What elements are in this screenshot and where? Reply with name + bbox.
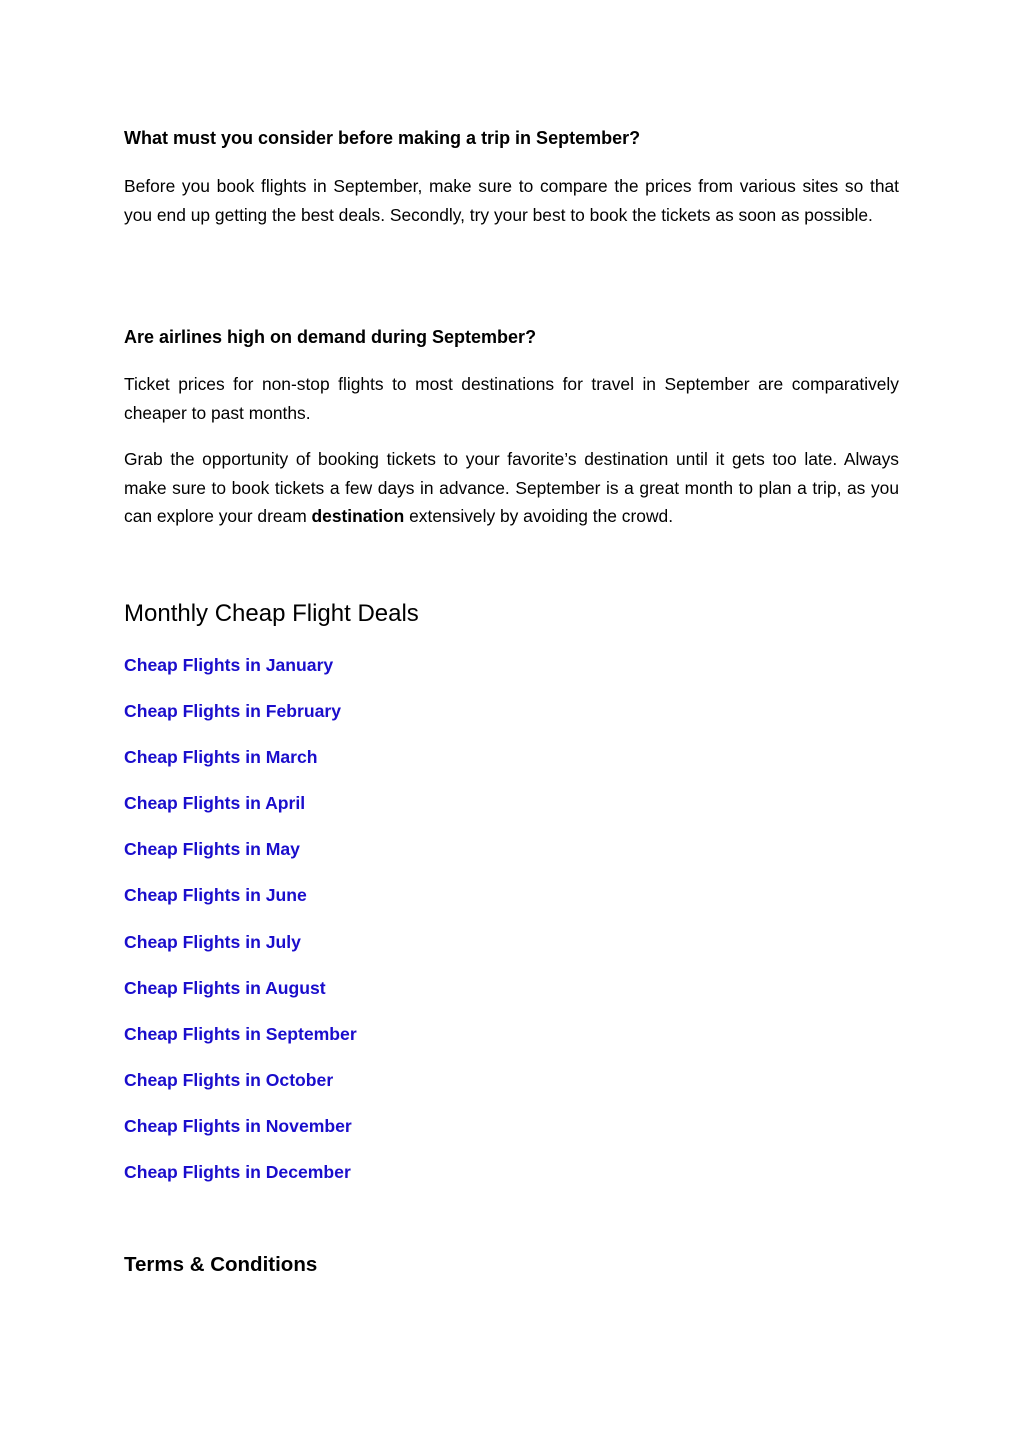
link-july[interactable]: Cheap Flights in July (124, 931, 301, 952)
link-june[interactable]: Cheap Flights in June (124, 885, 307, 906)
list-item (124, 836, 357, 882)
link-march[interactable]: Cheap Flights in March (124, 747, 318, 768)
heading-airline-demand: Are airlines high on demand during September? (124, 327, 537, 347)
link-may[interactable]: Cheap Flights in May (124, 839, 300, 860)
paragraph-opportunity (124, 445, 899, 531)
list-item (124, 1067, 357, 1113)
link-november[interactable]: Cheap Flights in November (124, 1115, 352, 1136)
terms-conditions-title: Terms & Conditions (124, 1253, 318, 1276)
heading-considerations: What must you consider before making a trip in September? (124, 128, 641, 148)
list-item (124, 882, 357, 928)
link-january[interactable]: Cheap Flights in January (124, 655, 334, 675)
list-item (124, 698, 357, 744)
bold-destination-word: destination (311, 506, 405, 527)
link-april[interactable]: Cheap Flights in April (124, 793, 306, 814)
link-august[interactable]: Cheap Flights in August (124, 977, 326, 998)
link-september[interactable]: Cheap Flights in September (124, 1023, 357, 1044)
paragraph-opportunity-tail: extensively by avoiding the crowd. (404, 506, 674, 527)
paragraph-ticket-prices: Ticket prices for non-stop flights to most destinations for travel in September are comparatively cheaper to past months. (124, 374, 899, 423)
list-item (124, 652, 357, 698)
list-item (124, 1113, 357, 1159)
list-item (124, 744, 357, 790)
paragraph-opportunity-text: Grab the opportunity of booking tickets to your favorite’s destination until it gets too late. Always make sure to book tickets a few days in advance. September is a great month to plan a trip, as you can explore your dream (124, 449, 899, 527)
link-december[interactable]: Cheap Flights in December (124, 1162, 351, 1183)
list-item (124, 975, 357, 1021)
link-february[interactable]: Cheap Flights in February (124, 701, 342, 722)
list-item (124, 929, 357, 975)
monthly-deals-title: Monthly Cheap Flight Deals (124, 600, 419, 627)
list-item (124, 790, 357, 836)
link-october[interactable]: Cheap Flights in October (124, 1069, 334, 1090)
paragraph-considerations: Before you book flights in September, make sure to compare the prices from various sites so that you end up getting the best deals. Secondly, try your best to book the tickets as soon as possible. (124, 176, 899, 225)
list-item (124, 1021, 357, 1067)
monthly-deals-list (124, 652, 357, 1205)
list-item (124, 1159, 357, 1205)
